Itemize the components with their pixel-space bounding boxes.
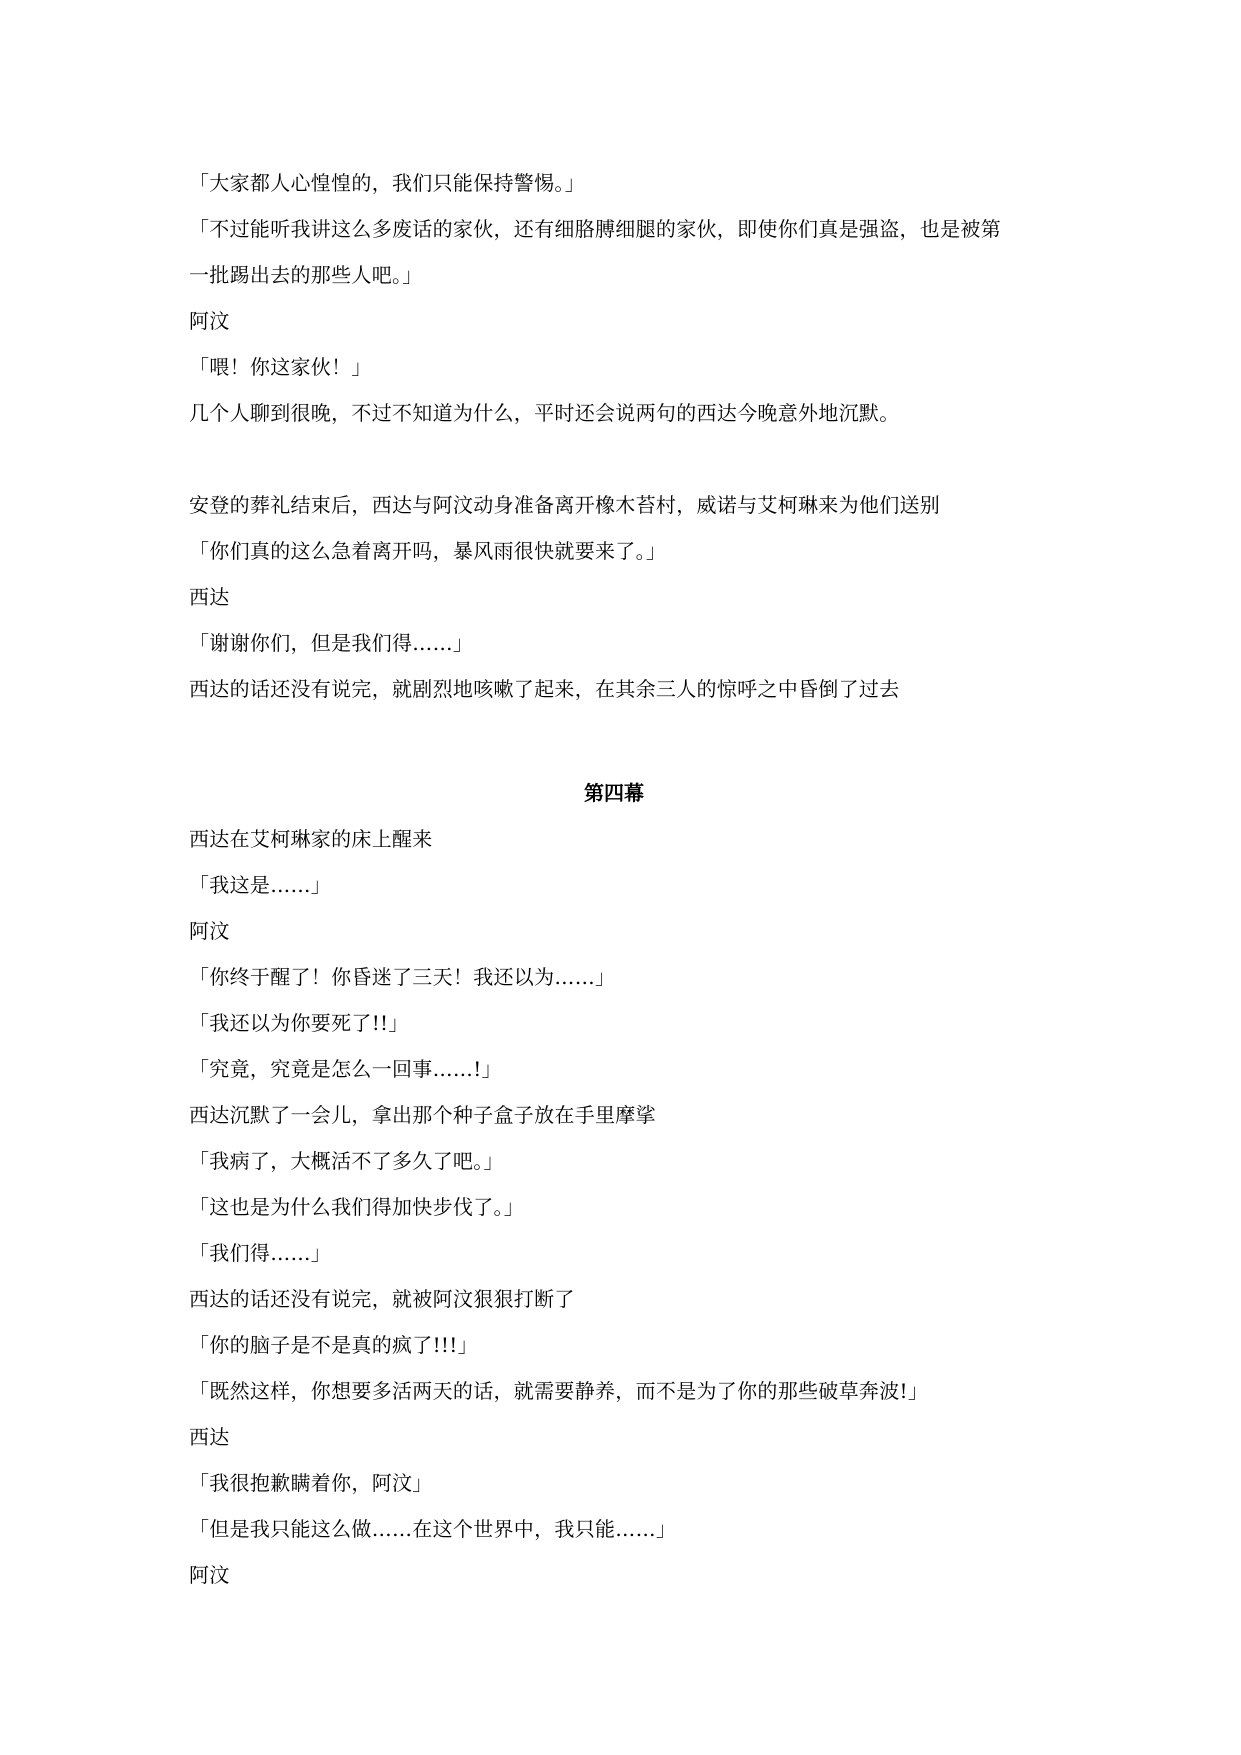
text-line: 「我这是……」	[189, 873, 332, 897]
text-line: 「我病了，大概活不了多久了吧。」	[189, 1149, 504, 1173]
text-line: 「这也是为什么我们得加快步伐了。」	[189, 1195, 525, 1219]
text-line: 「我很抱歉瞒着你，阿汶」	[189, 1471, 433, 1495]
paragraph-gap	[189, 436, 1059, 482]
text-line: 「大家都人心惶惶的，我们只能保持警惕。」	[189, 171, 585, 195]
text-line: 「喂！你这家伙！」	[189, 355, 372, 379]
act-heading: 第四幕	[584, 781, 644, 805]
speaker-name: 阿汶	[189, 1563, 230, 1587]
text-line: 「我还以为你要死了!!」	[189, 1011, 409, 1035]
text-line: 西达沉默了一会儿，拿出那个种子盒子放在手里摩挲	[189, 1103, 656, 1127]
text-line: 「谢谢你们，但是我们得……」	[189, 631, 474, 655]
text-line: 「既然这样，你想要多活两天的话，就需要静养，而不是为了你的那些破草奔波!」	[189, 1379, 929, 1403]
text-line: 西达的话还没有说完，就被阿汶狠狠打断了	[189, 1287, 575, 1311]
text-line: 「究竟，究竟是怎么一回事……!」	[189, 1057, 502, 1081]
paragraph-gap	[189, 712, 1059, 770]
text-line: 「不过能听我讲这么多废话的家伙，还有细胳膊细腿的家伙，即使你们真是强盗，也是被第	[189, 217, 1001, 241]
text-line: 「你终于醒了！你昏迷了三天！我还以为……」	[189, 965, 616, 989]
script-text	[189, 160, 1059, 1598]
text-line: 「你们真的这么急着离开吗，暴风雨很快就要来了。」	[189, 539, 667, 563]
text-line: 几个人聊到很晚，不过不知道为什么，平时还会说两句的西达今晚意外地沉默。	[189, 401, 900, 425]
text-line: 安登的葬礼结束后，西达与阿汶动身准备离开橡木苔村，威诺与艾柯琳来为他们送别	[189, 493, 941, 517]
text-line: 一批踢出去的那些人吧。」	[189, 263, 423, 287]
text-line: 西达在艾柯琳家的床上醒来	[189, 827, 433, 851]
speaker-name: 阿汶	[189, 919, 230, 943]
text-line: 「我们得……」	[189, 1241, 332, 1265]
text-line: 西达的话还没有说完，就剧烈地咳嗽了起来，在其余三人的惊呼之中昏倒了过去	[189, 677, 900, 701]
speaker-name: 西达	[189, 585, 230, 609]
speaker-name: 西达	[189, 1425, 230, 1449]
speaker-name: 阿汶	[189, 309, 230, 333]
text-line: 「你的脑子是不是真的疯了!!!」	[189, 1333, 478, 1357]
text-line: 「但是我只能这么做……在这个世界中，我只能……」	[189, 1517, 677, 1541]
